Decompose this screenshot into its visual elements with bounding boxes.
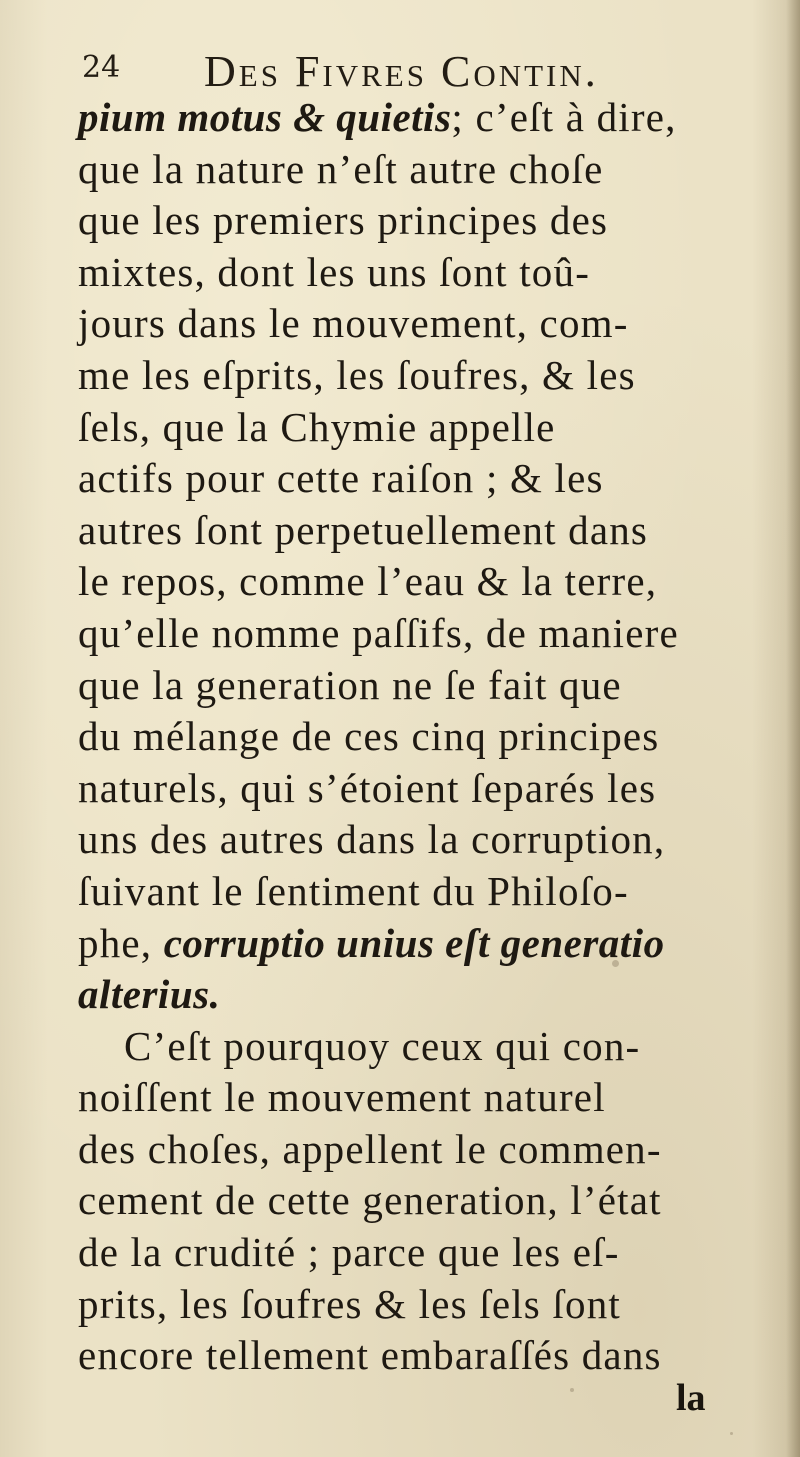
text-line-23 — [78, 1227, 758, 1279]
text-line-1 — [78, 92, 758, 144]
line-text: ; c’eſt à dire, — [451, 94, 677, 140]
text-line-4 — [78, 247, 758, 299]
page-number: 24 — [82, 50, 121, 85]
line-text: de la crudité ; parce que les eſ- — [78, 1229, 620, 1276]
latin-phrase: pium motus & quietis — [78, 94, 452, 140]
catchword: la — [676, 1377, 706, 1419]
text-line-18 — [78, 969, 758, 1021]
line-text: C’eſt pourquoy ceux qui con- — [124, 1022, 641, 1069]
line-text: que la generation ne ſe fait que — [78, 661, 622, 708]
text-line-9 — [78, 505, 758, 557]
text-line-21 — [78, 1124, 758, 1176]
text-line-17 — [78, 918, 758, 970]
line-text: encore tellement embaraſſés dans — [78, 1332, 662, 1379]
line-text: ſuivant le ſentiment du Philoſo- — [78, 867, 629, 914]
text-line-14 — [78, 763, 758, 815]
text-line-24 — [78, 1279, 758, 1331]
line-text: me les eſprits, les ſoufres, & les — [78, 351, 636, 398]
line-text: prits, les ſoufres & les ſels ſont — [78, 1280, 621, 1327]
line-text: que la nature n’eſt autre choſe — [78, 145, 604, 192]
text-line-20 — [78, 1072, 758, 1124]
text-line-6 — [78, 350, 758, 402]
running-title: Des Fivres Contin. — [204, 47, 599, 96]
text-line-7 — [78, 402, 758, 454]
text-line-13 — [78, 711, 758, 763]
paper-speck — [570, 1388, 574, 1392]
text-line-8 — [78, 453, 758, 505]
text-line-2 — [78, 144, 758, 196]
line-text: cement de cette generation, l’état — [78, 1177, 662, 1224]
text-line-22 — [78, 1175, 758, 1227]
line-text: noiſſent le mouvement naturel — [78, 1074, 606, 1121]
text-line-3 — [78, 195, 758, 247]
line-text: du mélange de ces cinq principes — [78, 713, 660, 760]
line-text: que les premiers principes des — [78, 197, 609, 244]
line-text: autres ſont perpetuellement dans — [78, 506, 649, 553]
paper-speck — [612, 960, 619, 967]
text-line-11 — [78, 608, 758, 660]
text-line-25 — [78, 1330, 758, 1382]
text-line-19 — [78, 1021, 758, 1073]
page-edge-shadow — [786, 0, 800, 1457]
latin-phrase: corruptio unius eſt generatio — [163, 919, 665, 966]
line-text: naturels, qui s’étoient ſeparés les — [78, 764, 657, 811]
text-line-12 — [78, 660, 758, 712]
text-line-10 — [78, 556, 758, 608]
line-text: des choſes, appellent le commen- — [78, 1125, 662, 1172]
line-text: actifs pour cette raiſon ; & les — [78, 455, 604, 502]
running-head — [82, 46, 722, 96]
line-text: jours dans le mouvement, com- — [78, 300, 629, 347]
line-text: uns des autres dans la corruption, — [78, 816, 666, 863]
line-text: ſels, que la Chymie appelle — [78, 403, 556, 450]
line-text: phe, — [78, 919, 164, 966]
line-text: qu’elle nomme paſſifs, de maniere — [78, 609, 679, 656]
latin-phrase: alterius. — [78, 971, 221, 1018]
line-text: mixtes, dont les uns ſont toû- — [78, 248, 591, 295]
text-line-16 — [78, 866, 758, 918]
text-line-15 — [78, 814, 758, 866]
text-line-5 — [78, 298, 758, 350]
line-text: le repos, comme l’eau & la terre, — [78, 558, 658, 605]
paper-speck — [730, 1432, 733, 1435]
body-text — [78, 92, 758, 1382]
